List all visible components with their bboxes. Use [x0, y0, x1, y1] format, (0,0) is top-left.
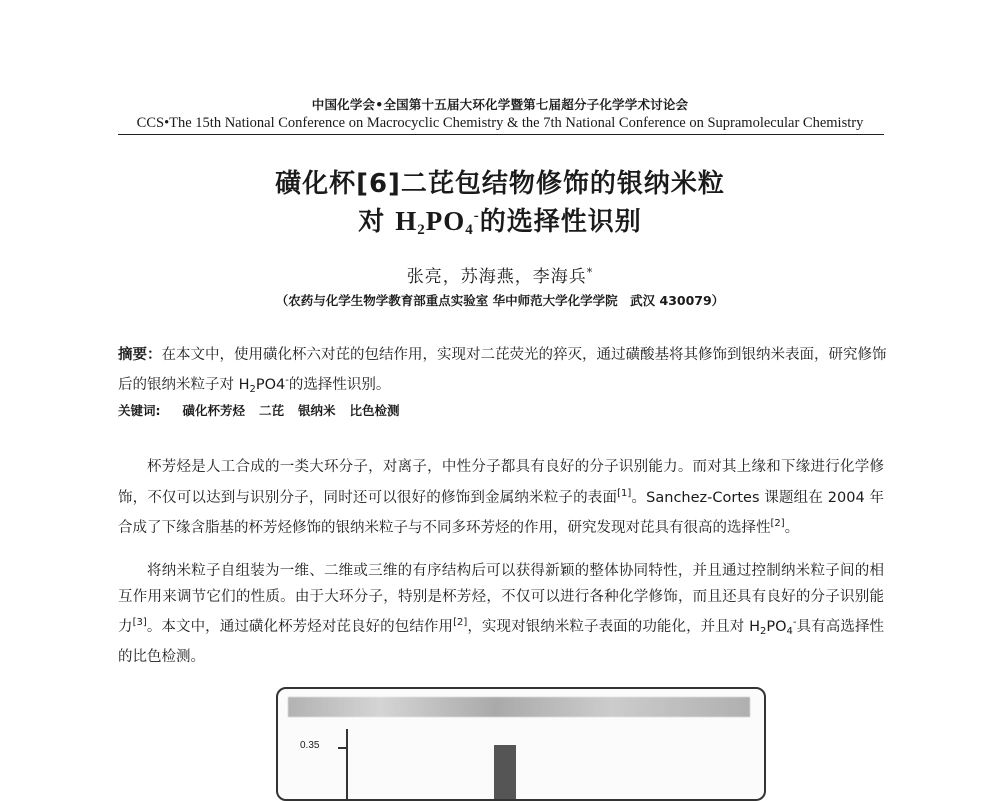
- citation-ref: [2]: [453, 617, 468, 628]
- figure-blurred-banner: [288, 697, 750, 717]
- author-list: [0, 262, 1000, 287]
- p2-text-e: 具有高选择性的比色检测。: [118, 619, 885, 665]
- paper-title-line1: 磺化杯[6]二芘包结物修饰的银纳米粒: [275, 169, 725, 199]
- author-names: 张亮，苏海燕，李海兵: [406, 267, 587, 287]
- keyword-item: 银纳米: [298, 403, 336, 418]
- keywords: [118, 401, 888, 419]
- conference-title-cn: 中国化学会•全国第十五届大环化学暨第七届超分子化学学术讨论会: [311, 97, 689, 112]
- body-paragraph-2: [118, 559, 884, 670]
- abstract-text-2: PO4: [255, 377, 286, 393]
- formula-sub-2: 2: [417, 222, 426, 238]
- corresponding-author-mark: *: [586, 266, 594, 279]
- figure-y-axis: [346, 729, 348, 801]
- keywords-label: 关键词:: [118, 403, 161, 418]
- formula-po: PO: [425, 206, 466, 236]
- abstract-sup-minus: -: [285, 375, 289, 386]
- title-formula: [395, 206, 480, 236]
- p2-text-a: 将纳米粒子自组装为一维、二维或三维的有序结构后可以获得新颖的整体协同特性，并且通过控制纳米粒子间的相互作用来调节它们的性质。由于大环分子，特别是杯芳烃，不仅可以进行各种化学修饰，而且还具有良好的分子识别能力: [118, 563, 884, 635]
- abstract-text-1: 在本文中，使用磺化杯六对芘的包结作用，实现对二芘荧光的猝灭，通过磺酸基将其修饰到银纳米表面，研究修饰后的银纳米粒子对 H: [118, 347, 887, 393]
- p1-text-a: 杯芳烃是人工合成的一类大环分子，对离子，中性分子都具有良好的分子识别能力。而对其上缘和下缘进行化学修饰，不仅可以达到与识别分子，同时还可以很好的修饰到金属纳米粒子的表面: [118, 459, 884, 506]
- p1-text-c: 。: [784, 520, 800, 536]
- abstract-text-3: 的选择性识别。: [288, 377, 391, 393]
- figure-y-tick: [338, 747, 347, 749]
- figure-y-tick-label: 0.35: [300, 740, 320, 751]
- p2-sub-4: 4: [786, 626, 793, 637]
- author-affiliation: （农药与化学生物学教育部重点实验室 华中师范大学化学学院 武汉 430079）: [275, 293, 725, 308]
- body-paragraph-1: [118, 455, 884, 542]
- formula-charge: -: [473, 208, 480, 224]
- keyword-item: 二芘: [259, 403, 285, 418]
- citation-ref: [1]: [617, 487, 632, 499]
- conference-title-en: CCS•The 15th National Conference on Macrocyclic Chemistry & the 7th National Conference on Supramolecular Chemistry: [136, 115, 864, 131]
- citation-ref: [3]: [132, 617, 147, 628]
- p2-sub-2: 2: [760, 626, 767, 637]
- keyword-item: 比色检测: [349, 403, 400, 418]
- figure-frame: [276, 687, 766, 801]
- figure-bar: [494, 745, 516, 801]
- formula-sub-4: 4: [465, 222, 474, 238]
- p2-text-c: ，实现对银纳米粒子表面的功能化，并且对 H: [467, 619, 760, 635]
- title-prefix: 对: [358, 207, 396, 237]
- p1-text-b: 。Sanchez-Cortes 课题组在 2004 年合成了下缘含脂基的杯芳烃修饰的银纳米粒子与不同多环芳烃的作用，研究发现对芘具有很高的选择性: [118, 489, 884, 536]
- paper-title-line2: [0, 201, 1000, 239]
- abstract-sub-2: 2: [249, 384, 256, 395]
- formula-h: H: [395, 206, 418, 236]
- p2-text-b: 。本文中，通过磺化杯芳烃对芘良好的包结作用: [146, 619, 454, 635]
- abstract: [118, 343, 888, 402]
- title-suffix: 的选择性识别: [479, 207, 642, 237]
- p2-sup-minus: -: [792, 617, 797, 628]
- p2-text-d: PO: [766, 619, 787, 635]
- header-rule: [118, 134, 884, 135]
- abstract-label: 摘要：: [118, 347, 162, 363]
- citation-ref: [2]: [770, 518, 785, 529]
- keyword-item: 磺化杯芳烃: [182, 403, 246, 418]
